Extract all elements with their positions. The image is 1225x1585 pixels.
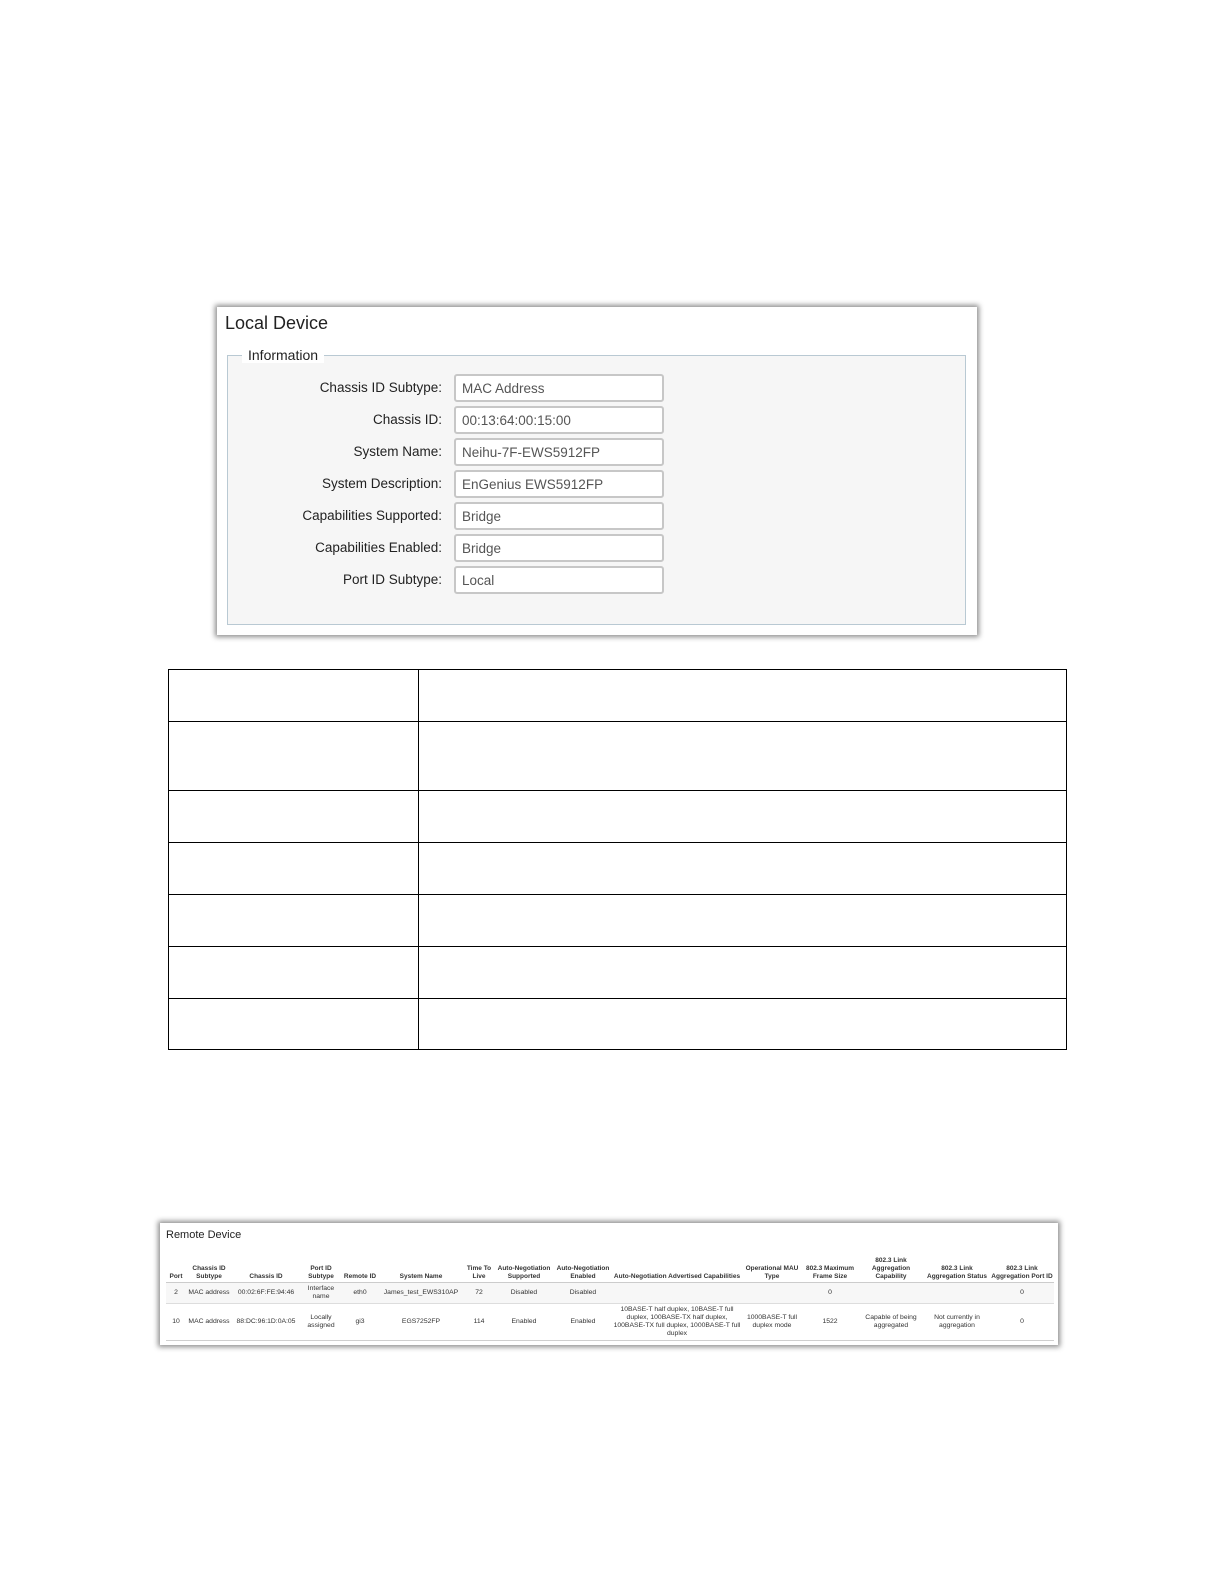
remote-device-panel <box>160 1223 1058 1345</box>
local-device-title: Local Device <box>225 313 329 333</box>
cell-port-id-subtype: Interface name <box>300 1283 342 1304</box>
col-auto-neg-capabilities[interactable]: Auto-Negotiation Advertised Capabilities <box>612 1250 742 1283</box>
table-row <box>169 670 1067 722</box>
system-name-label: System Name: <box>353 444 442 459</box>
table-row[interactable] <box>166 1304 1054 1341</box>
table-cell <box>419 947 1067 999</box>
table-cell <box>169 722 419 791</box>
system-description-row <box>228 470 967 498</box>
cell-time-to-live: 114 <box>464 1304 494 1341</box>
capabilities-supported-label: Capabilities Supported: <box>302 508 442 523</box>
information-fieldset <box>227 347 966 625</box>
table-row <box>169 843 1067 895</box>
table-cell <box>419 895 1067 947</box>
chassis-id-label: Chassis ID: <box>372 412 442 427</box>
table-row <box>169 791 1067 843</box>
col-port-id-subtype[interactable]: Port ID Subtype <box>300 1250 342 1283</box>
col-mau-type[interactable]: Operational MAU Type <box>742 1250 802 1283</box>
remote-device-table <box>166 1250 1054 1341</box>
local-device-panel <box>217 307 977 635</box>
information-legend: Information <box>242 347 324 363</box>
col-auto-neg-supported[interactable]: Auto-Negotiation Supported <box>494 1250 554 1283</box>
table-row <box>169 999 1067 1050</box>
col-remote-id[interactable]: Remote ID <box>342 1250 378 1283</box>
cell-remote-id: gi3 <box>342 1304 378 1341</box>
cell-auto-neg-capabilities <box>612 1283 742 1304</box>
cell-chassis-id-subtype: MAC address <box>186 1304 232 1341</box>
cell-auto-neg-supported: Enabled <box>494 1304 554 1341</box>
col-link-agg-status[interactable]: 802.3 Link Aggregation Status <box>924 1250 990 1283</box>
table-cell <box>419 999 1067 1050</box>
cell-system-name: EGS7252FP <box>378 1304 464 1341</box>
system-description-field[interactable] <box>454 470 664 498</box>
capabilities-enabled-row <box>228 534 967 562</box>
chassis-id-subtype-field[interactable] <box>454 374 664 402</box>
chassis-id-row <box>228 406 967 434</box>
cell-mau-type <box>742 1283 802 1304</box>
cell-link-agg-port-id: 0 <box>990 1304 1054 1341</box>
port-id-subtype-label: Port ID Subtype: <box>342 572 442 587</box>
table-cell <box>169 843 419 895</box>
cell-time-to-live: 72 <box>464 1283 494 1304</box>
cell-max-frame-size: 1522 <box>802 1304 858 1341</box>
cell-auto-neg-capabilities: 10BASE-T half duplex, 10BASE-T full duplex, 100BASE-TX half duplex, 100BASE-TX full duplex, 1000BASE-T full duplex <box>612 1304 742 1341</box>
col-chassis-id[interactable]: Chassis ID <box>232 1250 300 1283</box>
col-max-frame-size[interactable]: 802.3 Maximum Frame Size <box>802 1250 858 1283</box>
cell-port-id-subtype: Locally assigned <box>300 1304 342 1341</box>
cell-link-agg-status <box>924 1283 990 1304</box>
table-cell <box>419 670 1067 722</box>
cell-link-agg-status: Not currently in aggregation <box>924 1304 990 1341</box>
table-row <box>169 722 1067 791</box>
cell-max-frame-size: 0 <box>802 1283 858 1304</box>
col-chassis-id-subtype[interactable]: Chassis ID Subtype <box>186 1250 232 1283</box>
table-cell <box>419 843 1067 895</box>
cell-chassis-id-subtype: MAC address <box>186 1283 232 1304</box>
cell-link-agg-capability <box>858 1283 924 1304</box>
chassis-id-subtype-row <box>228 374 967 402</box>
cell-link-agg-port-id: 0 <box>990 1283 1054 1304</box>
remote-device-title: Remote Device <box>166 1229 242 1241</box>
cell-port: 10 <box>166 1304 186 1341</box>
col-time-to-live[interactable]: Time To Live <box>464 1250 494 1283</box>
capabilities-enabled-label: Capabilities Enabled: <box>315 540 442 555</box>
capabilities-supported-field[interactable] <box>454 502 664 530</box>
cell-auto-neg-enabled: Disabled <box>554 1283 612 1304</box>
cell-auto-neg-supported: Disabled <box>494 1283 554 1304</box>
description-table <box>168 669 1067 1050</box>
table-cell <box>169 670 419 722</box>
cell-mau-type: 1000BASE-T full duplex mode <box>742 1304 802 1341</box>
system-name-field[interactable] <box>454 438 664 466</box>
port-id-subtype-row <box>228 566 967 594</box>
cell-system-name: James_test_EWS310AP <box>378 1283 464 1304</box>
col-port[interactable]: Port <box>166 1250 186 1283</box>
table-cell <box>169 791 419 843</box>
header-row <box>166 1250 1054 1283</box>
cell-chassis-id: 88:DC:96:1D:0A:05 <box>232 1304 300 1341</box>
col-link-agg-port-id[interactable]: 802.3 Link Aggregation Port ID <box>990 1250 1054 1283</box>
table-cell <box>169 947 419 999</box>
table-cell <box>169 895 419 947</box>
table-cell <box>169 999 419 1050</box>
chassis-id-field[interactable] <box>454 406 664 434</box>
cell-port: 2 <box>166 1283 186 1304</box>
col-auto-neg-enabled[interactable]: Auto-Negotiation Enabled <box>554 1250 612 1283</box>
port-id-subtype-field[interactable] <box>454 566 664 594</box>
cell-remote-id: eth0 <box>342 1283 378 1304</box>
table-row[interactable] <box>166 1283 1054 1304</box>
col-link-agg-capability[interactable]: 802.3 Link Aggregation Capability <box>858 1250 924 1283</box>
cell-chassis-id: 00:02:6F:FE:94:46 <box>232 1283 300 1304</box>
table-row <box>169 895 1067 947</box>
system-name-row <box>228 438 967 466</box>
cell-auto-neg-enabled: Enabled <box>554 1304 612 1341</box>
cell-link-agg-capability: Capable of being aggregated <box>858 1304 924 1341</box>
chassis-id-subtype-label: Chassis ID Subtype: <box>319 380 442 395</box>
table-cell <box>419 722 1067 791</box>
capabilities-enabled-field[interactable] <box>454 534 664 562</box>
system-description-label: System Description: <box>321 476 442 491</box>
table-cell <box>419 791 1067 843</box>
col-system-name[interactable]: System Name <box>378 1250 464 1283</box>
capabilities-supported-row <box>228 502 967 530</box>
table-row <box>169 947 1067 999</box>
